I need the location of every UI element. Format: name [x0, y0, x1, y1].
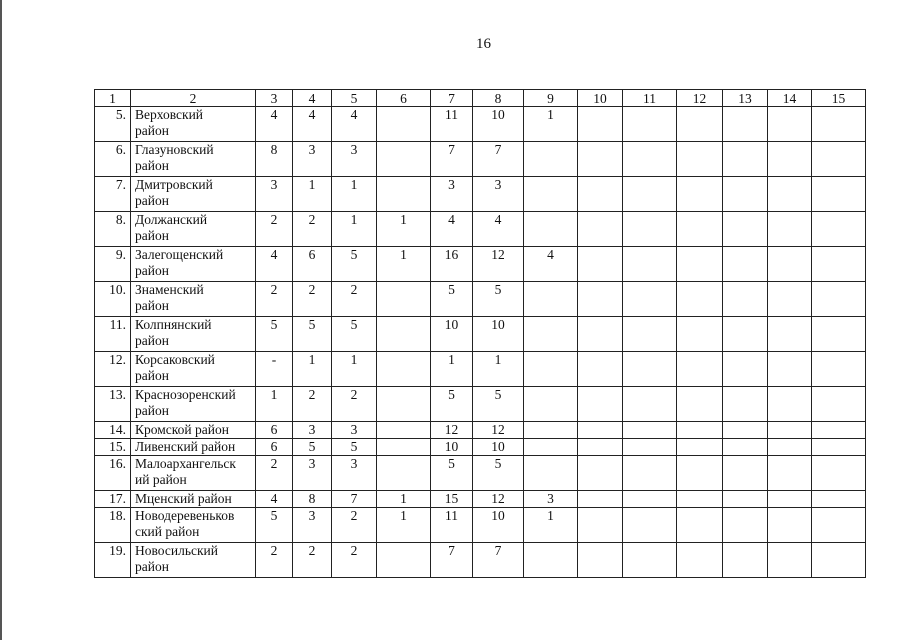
empty-cell-col-15: [812, 317, 866, 352]
cell-col-9: [524, 212, 578, 247]
cell-col-3: 4: [256, 491, 293, 508]
table-row: [95, 352, 866, 387]
column-header: 13: [723, 90, 768, 107]
table-row: [95, 543, 866, 578]
table-row: [95, 177, 866, 212]
empty-cell-col-13: [723, 317, 768, 352]
empty-cell-col-14: [768, 387, 812, 422]
empty-cell-col-15: [812, 508, 866, 543]
empty-cell-col-12: [677, 439, 723, 456]
column-header: 6: [377, 90, 431, 107]
cell-col-9: [524, 142, 578, 177]
cell-col-7: 12: [431, 422, 473, 439]
empty-cell-col-15: [812, 142, 866, 177]
empty-cell-col-11: [623, 107, 677, 142]
cell-col-5: 2: [332, 508, 377, 543]
empty-cell-col-11: [623, 491, 677, 508]
table-row: [95, 439, 866, 456]
row-number: 14.: [95, 422, 131, 439]
empty-cell-col-12: [677, 387, 723, 422]
table-row: [95, 142, 866, 177]
table-row: [95, 508, 866, 543]
column-header: 7: [431, 90, 473, 107]
cell-col-3: 6: [256, 422, 293, 439]
cell-col-7: 4: [431, 212, 473, 247]
empty-cell-col-14: [768, 508, 812, 543]
empty-cell-col-10: [578, 317, 623, 352]
cell-col-4: 3: [293, 456, 332, 491]
cell-col-8: 5: [473, 282, 524, 317]
column-header: 9: [524, 90, 578, 107]
cell-col-7: 3: [431, 177, 473, 212]
cell-col-8: 10: [473, 508, 524, 543]
district-name: Новосильский район: [131, 543, 256, 578]
cell-col-5: 5: [332, 247, 377, 282]
cell-col-5: 3: [332, 142, 377, 177]
cell-col-8: 3: [473, 177, 524, 212]
cell-col-3: 4: [256, 247, 293, 282]
empty-cell-col-12: [677, 177, 723, 212]
cell-col-3: -: [256, 352, 293, 387]
empty-cell-col-11: [623, 352, 677, 387]
cell-col-7: 11: [431, 107, 473, 142]
district-name: Залегощенский район: [131, 247, 256, 282]
district-table: [94, 89, 866, 578]
cell-col-5: 1: [332, 212, 377, 247]
district-name: Мценский район: [131, 491, 256, 508]
cell-col-3: 8: [256, 142, 293, 177]
cell-col-9: [524, 543, 578, 578]
empty-cell-col-10: [578, 282, 623, 317]
empty-cell-col-15: [812, 422, 866, 439]
row-number: 8.: [95, 212, 131, 247]
cell-col-7: 5: [431, 387, 473, 422]
district-name: Краснозоренский район: [131, 387, 256, 422]
cell-col-7: 16: [431, 247, 473, 282]
district-name: Кромской район: [131, 422, 256, 439]
cell-col-7: 5: [431, 456, 473, 491]
empty-cell-col-10: [578, 422, 623, 439]
empty-cell-col-12: [677, 107, 723, 142]
empty-cell-col-11: [623, 508, 677, 543]
empty-cell-col-15: [812, 107, 866, 142]
empty-cell-col-15: [812, 439, 866, 456]
empty-cell-col-13: [723, 508, 768, 543]
empty-cell-col-11: [623, 543, 677, 578]
page-number: 16: [476, 36, 491, 52]
column-header: 2: [131, 90, 256, 107]
table-row: [95, 387, 866, 422]
column-header: 1: [95, 90, 131, 107]
empty-cell-col-14: [768, 439, 812, 456]
empty-cell-col-10: [578, 212, 623, 247]
table-row: [95, 212, 866, 247]
cell-col-9: [524, 439, 578, 456]
cell-col-6: 1: [377, 247, 431, 282]
empty-cell-col-14: [768, 142, 812, 177]
empty-cell-col-13: [723, 107, 768, 142]
cell-col-4: 4: [293, 107, 332, 142]
cell-col-6: [377, 282, 431, 317]
empty-cell-col-11: [623, 177, 677, 212]
empty-cell-col-14: [768, 422, 812, 439]
empty-cell-col-14: [768, 107, 812, 142]
empty-cell-col-12: [677, 282, 723, 317]
empty-cell-col-14: [768, 352, 812, 387]
cell-col-9: [524, 282, 578, 317]
cell-col-6: [377, 543, 431, 578]
cell-col-7: 11: [431, 508, 473, 543]
empty-cell-col-12: [677, 142, 723, 177]
cell-col-3: 5: [256, 508, 293, 543]
empty-cell-col-11: [623, 317, 677, 352]
empty-cell-col-13: [723, 387, 768, 422]
empty-cell-col-13: [723, 491, 768, 508]
row-number: 15.: [95, 439, 131, 456]
empty-cell-col-10: [578, 177, 623, 212]
district-name: Корсаковский район: [131, 352, 256, 387]
cell-col-6: [377, 142, 431, 177]
empty-cell-col-11: [623, 422, 677, 439]
empty-cell-col-14: [768, 543, 812, 578]
table-row: [95, 422, 866, 439]
district-name: Знаменский район: [131, 282, 256, 317]
cell-col-4: 2: [293, 543, 332, 578]
cell-col-7: 10: [431, 439, 473, 456]
cell-col-3: 3: [256, 177, 293, 212]
column-header: 12: [677, 90, 723, 107]
empty-cell-col-15: [812, 543, 866, 578]
empty-cell-col-13: [723, 142, 768, 177]
empty-cell-col-11: [623, 439, 677, 456]
empty-cell-col-14: [768, 247, 812, 282]
empty-cell-col-15: [812, 352, 866, 387]
table-row: [95, 456, 866, 491]
empty-cell-col-15: [812, 387, 866, 422]
column-header: 4: [293, 90, 332, 107]
cell-col-8: 10: [473, 317, 524, 352]
cell-col-5: 5: [332, 439, 377, 456]
cell-col-3: 1: [256, 387, 293, 422]
empty-cell-col-13: [723, 422, 768, 439]
cell-col-6: [377, 107, 431, 142]
row-number: 16.: [95, 456, 131, 491]
district-name: Колпнянский район: [131, 317, 256, 352]
empty-cell-col-11: [623, 142, 677, 177]
empty-cell-col-14: [768, 456, 812, 491]
empty-cell-col-15: [812, 247, 866, 282]
empty-cell-col-10: [578, 142, 623, 177]
cell-col-4: 8: [293, 491, 332, 508]
row-number: 9.: [95, 247, 131, 282]
column-header: 3: [256, 90, 293, 107]
empty-cell-col-15: [812, 456, 866, 491]
empty-cell-col-15: [812, 177, 866, 212]
cell-col-9: 1: [524, 107, 578, 142]
row-number: 17.: [95, 491, 131, 508]
row-number: 5.: [95, 107, 131, 142]
cell-col-6: 1: [377, 491, 431, 508]
cell-col-9: [524, 422, 578, 439]
cell-col-4: 5: [293, 439, 332, 456]
cell-col-7: 7: [431, 543, 473, 578]
empty-cell-col-11: [623, 456, 677, 491]
table-row: [95, 247, 866, 282]
district-name: Ливенский район: [131, 439, 256, 456]
empty-cell-col-12: [677, 491, 723, 508]
column-header: 15: [812, 90, 866, 107]
cell-col-4: 1: [293, 177, 332, 212]
empty-cell-col-12: [677, 543, 723, 578]
cell-col-5: 3: [332, 422, 377, 439]
cell-col-5: 4: [332, 107, 377, 142]
cell-col-5: 2: [332, 282, 377, 317]
empty-cell-col-12: [677, 422, 723, 439]
cell-col-3: 2: [256, 543, 293, 578]
district-name: Малоархангельск ий район: [131, 456, 256, 491]
empty-cell-col-10: [578, 107, 623, 142]
cell-col-7: 10: [431, 317, 473, 352]
empty-cell-col-10: [578, 456, 623, 491]
empty-cell-col-15: [812, 282, 866, 317]
cell-col-6: [377, 456, 431, 491]
row-number: 12.: [95, 352, 131, 387]
cell-col-4: 3: [293, 142, 332, 177]
empty-cell-col-10: [578, 352, 623, 387]
cell-col-4: 1: [293, 352, 332, 387]
cell-col-9: [524, 352, 578, 387]
cell-col-9: [524, 387, 578, 422]
cell-col-8: 12: [473, 491, 524, 508]
cell-col-9: 4: [524, 247, 578, 282]
cell-col-5: 2: [332, 387, 377, 422]
row-number: 18.: [95, 508, 131, 543]
cell-col-8: 12: [473, 247, 524, 282]
cell-col-9: [524, 456, 578, 491]
cell-col-8: 5: [473, 387, 524, 422]
empty-cell-col-12: [677, 508, 723, 543]
cell-col-6: [377, 177, 431, 212]
empty-cell-col-13: [723, 282, 768, 317]
empty-cell-col-13: [723, 177, 768, 212]
empty-cell-col-14: [768, 212, 812, 247]
table-row: [95, 282, 866, 317]
empty-cell-col-10: [578, 508, 623, 543]
cell-col-4: 5: [293, 317, 332, 352]
cell-col-9: [524, 177, 578, 212]
cell-col-5: 5: [332, 317, 377, 352]
cell-col-6: [377, 387, 431, 422]
empty-cell-col-12: [677, 247, 723, 282]
cell-col-8: 1: [473, 352, 524, 387]
cell-col-3: 2: [256, 282, 293, 317]
table-row: [95, 107, 866, 142]
cell-col-4: 2: [293, 282, 332, 317]
empty-cell-col-14: [768, 317, 812, 352]
empty-cell-col-13: [723, 247, 768, 282]
district-name: Новодеревеньков ский район: [131, 508, 256, 543]
cell-col-5: 1: [332, 177, 377, 212]
cell-col-8: 7: [473, 142, 524, 177]
empty-cell-col-13: [723, 543, 768, 578]
cell-col-7: 15: [431, 491, 473, 508]
cell-col-4: 2: [293, 387, 332, 422]
cell-col-6: [377, 317, 431, 352]
cell-col-4: 3: [293, 508, 332, 543]
cell-col-9: 1: [524, 508, 578, 543]
district-name: Глазуновский район: [131, 142, 256, 177]
cell-col-8: 12: [473, 422, 524, 439]
empty-cell-col-15: [812, 491, 866, 508]
empty-cell-col-11: [623, 247, 677, 282]
empty-cell-col-14: [768, 282, 812, 317]
cell-col-5: 3: [332, 456, 377, 491]
empty-cell-col-13: [723, 212, 768, 247]
empty-cell-col-13: [723, 456, 768, 491]
cell-col-8: 10: [473, 107, 524, 142]
cell-col-8: 7: [473, 543, 524, 578]
empty-cell-col-10: [578, 439, 623, 456]
empty-cell-col-10: [578, 491, 623, 508]
empty-cell-col-11: [623, 212, 677, 247]
column-header: 14: [768, 90, 812, 107]
cell-col-7: 7: [431, 142, 473, 177]
empty-cell-col-13: [723, 352, 768, 387]
cell-col-6: 1: [377, 212, 431, 247]
row-number: 6.: [95, 142, 131, 177]
cell-col-3: 4: [256, 107, 293, 142]
empty-cell-col-10: [578, 247, 623, 282]
row-number: 7.: [95, 177, 131, 212]
empty-cell-col-12: [677, 352, 723, 387]
cell-col-9: 3: [524, 491, 578, 508]
cell-col-6: [377, 439, 431, 456]
row-number: 10.: [95, 282, 131, 317]
district-name: Должанский район: [131, 212, 256, 247]
cell-col-8: 5: [473, 456, 524, 491]
page-left-edge: [0, 0, 2, 640]
empty-cell-col-11: [623, 387, 677, 422]
cell-col-5: 7: [332, 491, 377, 508]
district-name: Верховский район: [131, 107, 256, 142]
table-row: [95, 317, 866, 352]
cell-col-7: 5: [431, 282, 473, 317]
cell-col-4: 6: [293, 247, 332, 282]
district-name: Дмитровский район: [131, 177, 256, 212]
column-header: 10: [578, 90, 623, 107]
column-header: 11: [623, 90, 677, 107]
table-row: [95, 491, 866, 508]
cell-col-8: 10: [473, 439, 524, 456]
cell-col-5: 1: [332, 352, 377, 387]
empty-cell-col-10: [578, 543, 623, 578]
cell-col-3: 6: [256, 439, 293, 456]
cell-col-3: 2: [256, 212, 293, 247]
empty-cell-col-10: [578, 387, 623, 422]
cell-col-3: 2: [256, 456, 293, 491]
empty-cell-col-14: [768, 491, 812, 508]
row-number: 19.: [95, 543, 131, 578]
cell-col-4: 3: [293, 422, 332, 439]
column-header: 8: [473, 90, 524, 107]
empty-cell-col-12: [677, 456, 723, 491]
row-number: 11.: [95, 317, 131, 352]
empty-cell-col-14: [768, 177, 812, 212]
row-number: 13.: [95, 387, 131, 422]
cell-col-5: 2: [332, 543, 377, 578]
cell-col-3: 5: [256, 317, 293, 352]
empty-cell-col-12: [677, 317, 723, 352]
cell-col-9: [524, 317, 578, 352]
cell-col-6: [377, 352, 431, 387]
empty-cell-col-13: [723, 439, 768, 456]
cell-col-7: 1: [431, 352, 473, 387]
cell-col-8: 4: [473, 212, 524, 247]
column-header: 5: [332, 90, 377, 107]
empty-cell-col-11: [623, 282, 677, 317]
cell-col-4: 2: [293, 212, 332, 247]
header-row: [95, 90, 866, 107]
cell-col-6: 1: [377, 508, 431, 543]
empty-cell-col-12: [677, 212, 723, 247]
cell-col-6: [377, 422, 431, 439]
empty-cell-col-15: [812, 212, 866, 247]
